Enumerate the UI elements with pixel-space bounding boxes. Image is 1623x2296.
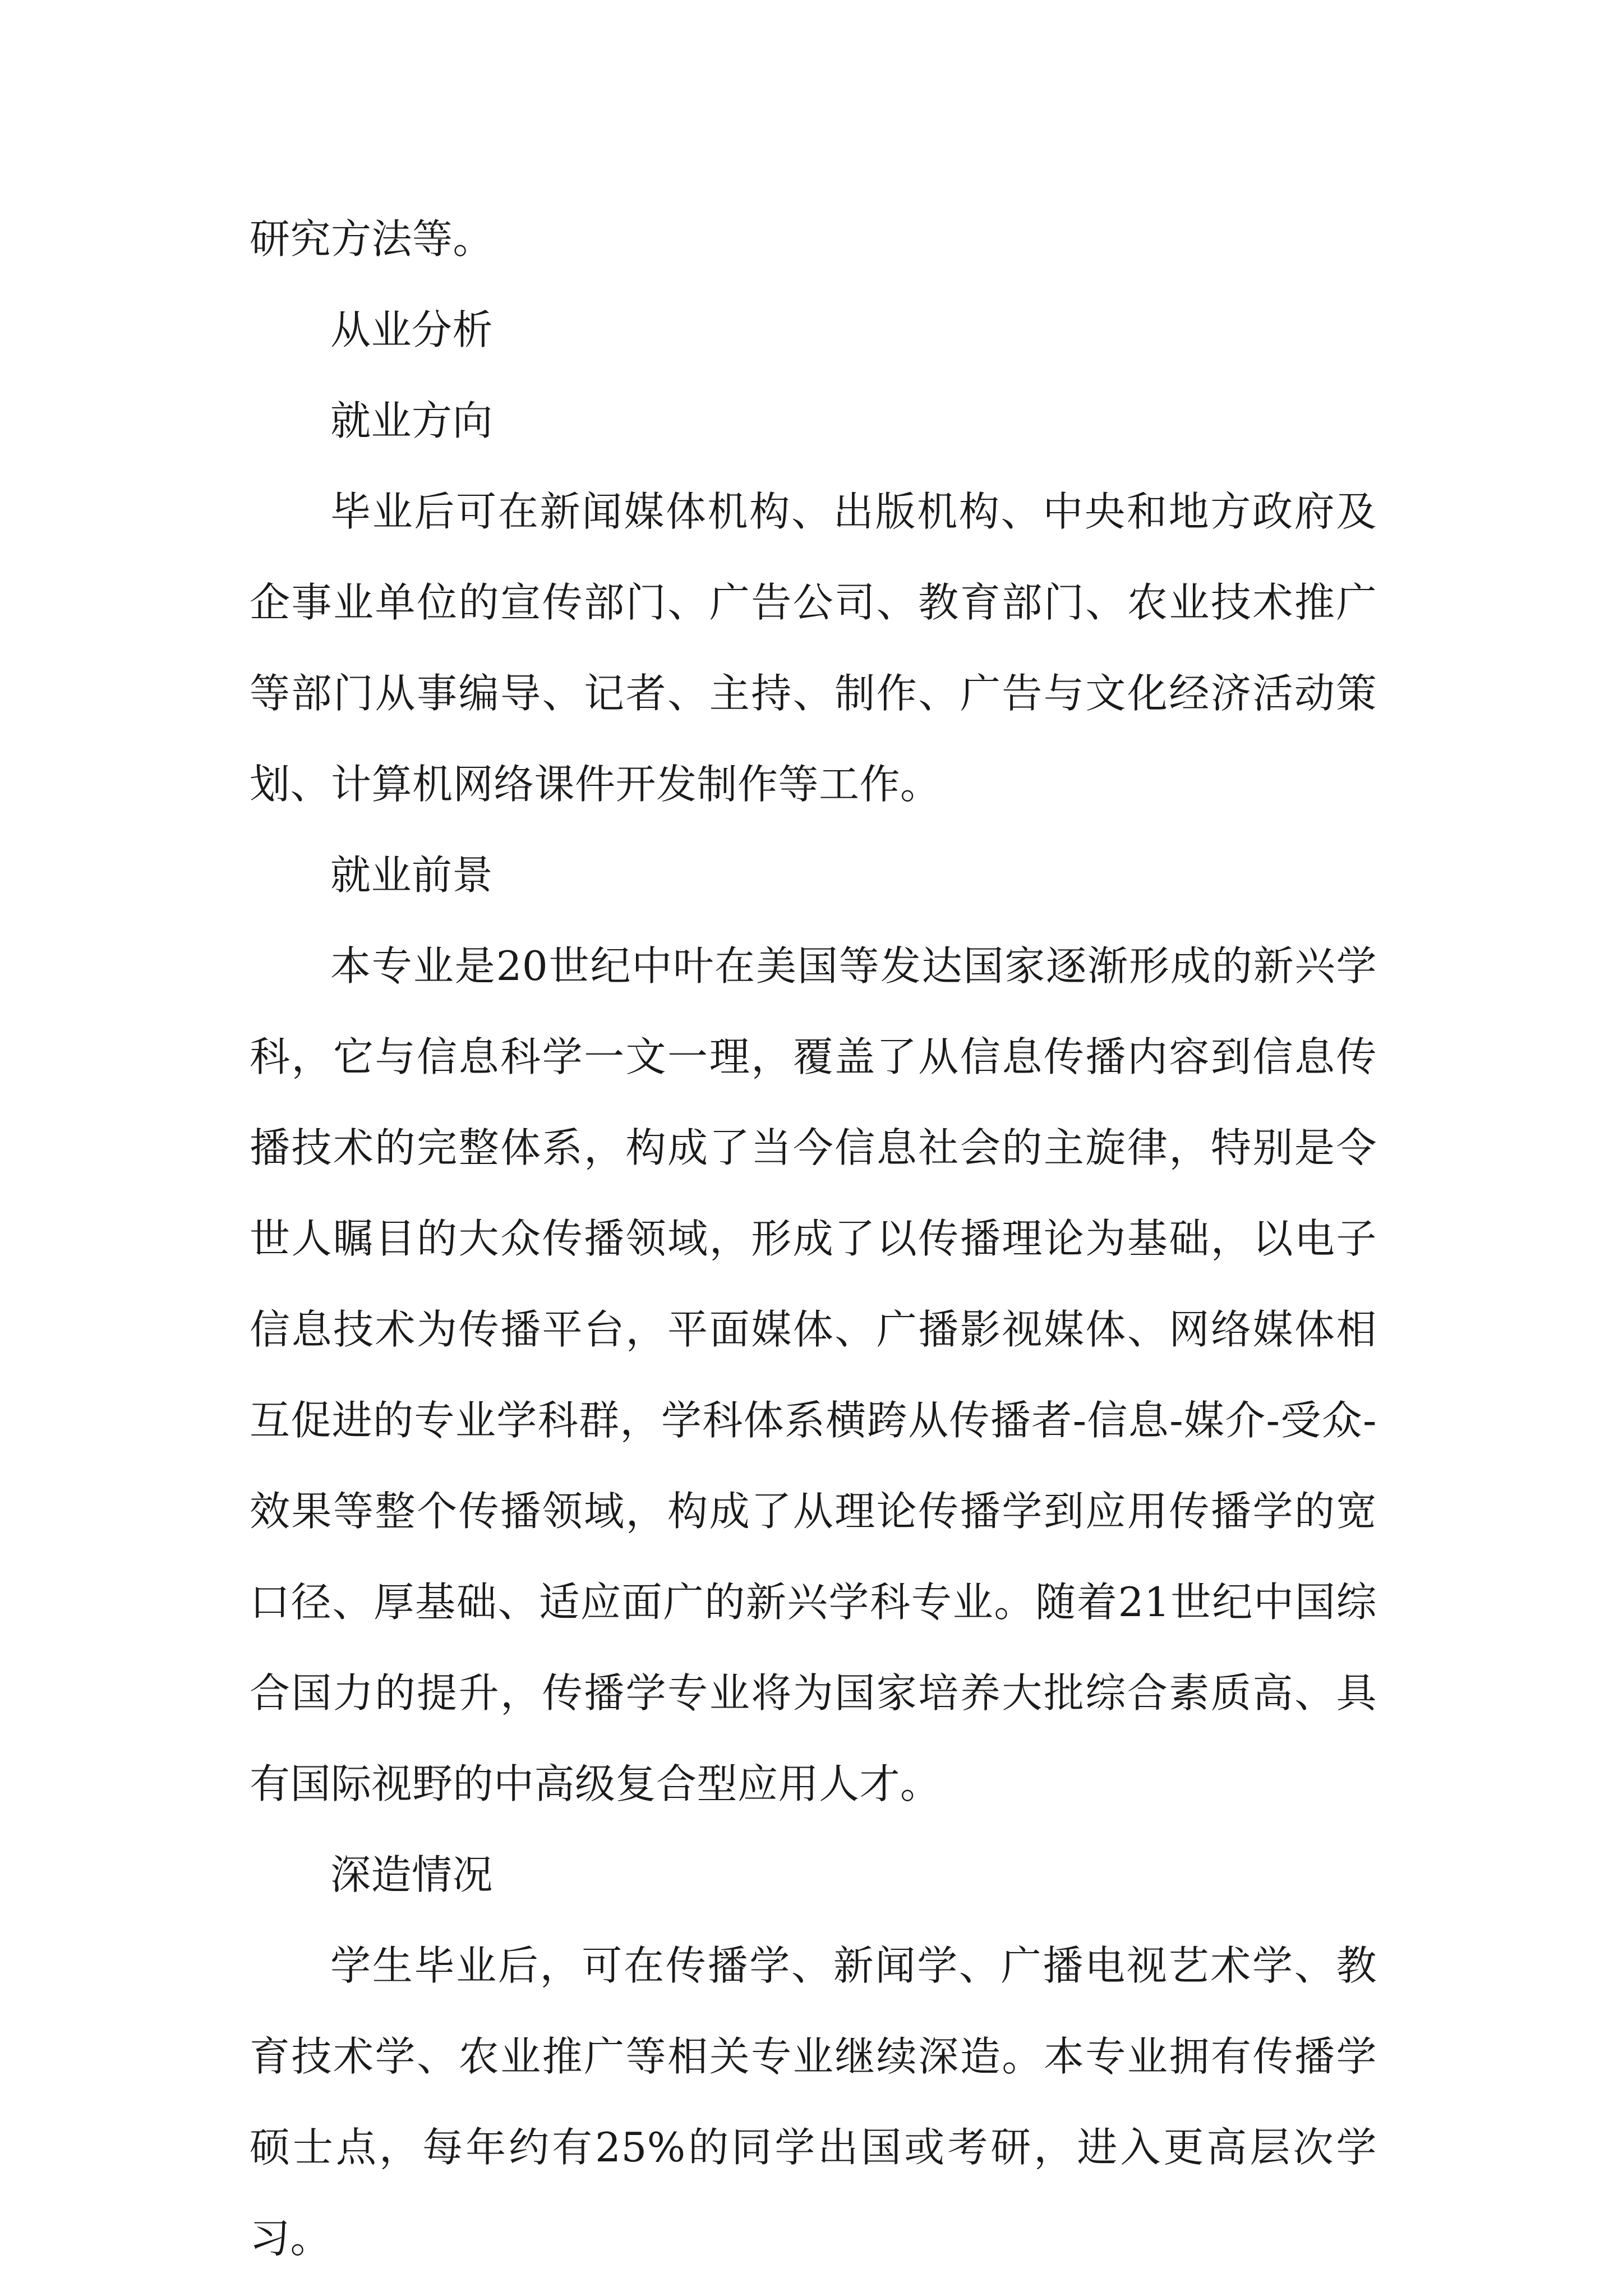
paragraph-employment-direction: 毕业后可在新闻媒体机构、出版机构、中央和地方政府及企事业单位的宣传部门、广告公司、教育部门、农业技术推广等部门从事编导、记者、主持、制作、广告与文化经济活动策划、计算机网络课件开发制作等工作。	[250, 488, 1377, 808]
paragraph-continuation: 研究方法等。	[250, 215, 494, 263]
subheading-employment-prospects: 就业前景	[330, 852, 494, 899]
subheading-further-study: 深造情况	[330, 1851, 494, 1898]
subheading-employment-direction: 就业方向	[330, 397, 494, 444]
paragraph-employment-prospects: 本专业是20世纪中叶在美国等发达国家逐渐形成的新兴学科，它与信息科学一文一理，覆盖了从信息传播内容到信息传播技术的完整体系，构成了当今信息社会的主旋律，特别是令世人瞩目的大众传播领域，形成了以传播理论为基础，以电子信息技术为传播平台，平面媒体、广播影视媒体、网络媒体相互促进的专业学科群，学科体系横跨从传播者-信息-媒介-受众-效果等整个传播领域，构成了从理论传播学到应用传播学的宽口径、厚基础、适应面广的新兴学科专业。随着21世纪中国综合国力的提升，传播学专业将为国家培养大批综合素质高、具有国际视野的中高级复合型应用人才。	[250, 942, 1377, 1807]
section-heading-career-analysis: 从业分析	[330, 306, 494, 353]
paragraph-further-study: 学生毕业后，可在传播学、新闻学、广播电视艺术学、教育技术学、农业推广等相关专业继续深造。本专业拥有传播学硕士点，每年约有25%的同学出国或考研，进入更高层次学习。	[250, 1942, 1377, 2262]
document-body	[250, 194, 1377, 2284]
